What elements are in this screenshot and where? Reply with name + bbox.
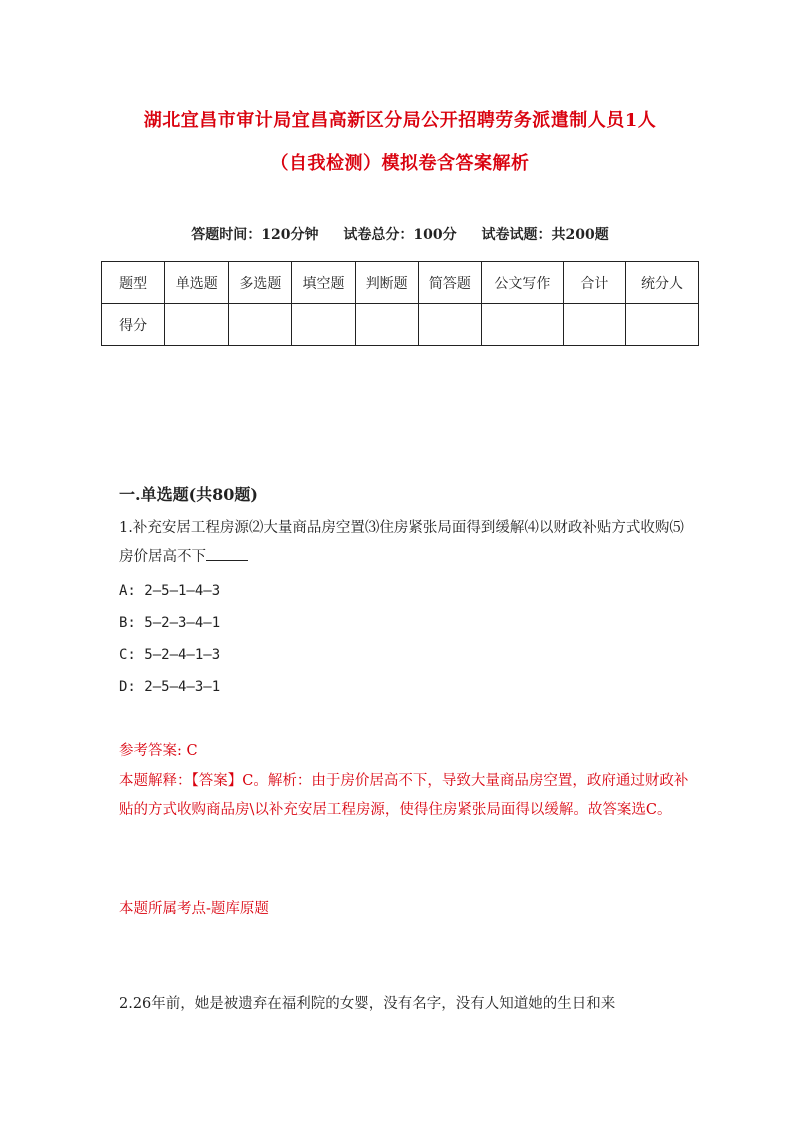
question-topic: 本题所属考点-题库原题 (119, 901, 269, 917)
exam-question-count: 试卷试题：共200题 (481, 227, 609, 243)
option-d: D: 2—5—4—3—1 (119, 679, 221, 695)
header-cell-writing: 公文写作 (481, 262, 563, 304)
score-cell (229, 304, 292, 346)
answer-blank (206, 546, 248, 561)
section-title: 一.单选题(共80题) (119, 485, 258, 504)
header-cell-short: 简答题 (418, 262, 481, 304)
score-cell (563, 304, 625, 346)
score-cell (355, 304, 418, 346)
score-row-label: 得分 (102, 304, 165, 346)
header-cell-type: 题型 (102, 262, 165, 304)
score-cell (625, 304, 698, 346)
header-cell-judge: 判断题 (355, 262, 418, 304)
header-cell-scorer: 统分人 (625, 262, 698, 304)
reference-answer: 参考答案: C (119, 743, 198, 759)
header-cell-multi: 多选题 (229, 262, 292, 304)
header-cell-total: 合计 (563, 262, 625, 304)
score-cell (165, 304, 229, 346)
exam-total-score: 试卷总分：100分 (343, 227, 457, 243)
doc-title-line2: （自我检测）模拟卷含答案解析 (270, 153, 530, 174)
question-2-stem: 2.26年前，她是被遗弃在福利院的女婴，没有名字，没有人知道她的生日和来 (119, 996, 616, 1012)
score-table-header-row (102, 262, 699, 304)
option-c: C: 5—2—4—1—3 (119, 647, 221, 663)
option-a: A: 2—5—1—4—3 (119, 583, 221, 599)
option-b: B: 5—2—3—4—1 (119, 615, 221, 631)
header-cell-single: 单选题 (165, 262, 229, 304)
score-cell (418, 304, 481, 346)
question-1-text: 1.补充安居工程房源⑵大量商品房空置⑶住房紧张局面得到缓解⑷以财政补贴方式收购⑸房价居高不下 (119, 520, 684, 565)
score-cell (481, 304, 563, 346)
doc-title-line1: 湖北宜昌市审计局宜昌高新区分局公开招聘劳务派遣制人员1人 (143, 110, 657, 131)
header-cell-fill: 填空题 (292, 262, 355, 304)
question-1-stem (119, 514, 689, 572)
exam-time: 答题时间：120分钟 (191, 227, 319, 243)
score-table (101, 261, 699, 346)
score-table-score-row (102, 304, 699, 346)
score-cell (292, 304, 355, 346)
exam-info (0, 224, 800, 244)
answer-explanation: 本题解释：【答案】C。解析：由于房价居高不下，导致大量商品房空置，政府通过财政补贴的方式收购商品房\以补充安居工程房源，使得住房紧张局面得以缓解。故答案选C。 (119, 773, 689, 818)
